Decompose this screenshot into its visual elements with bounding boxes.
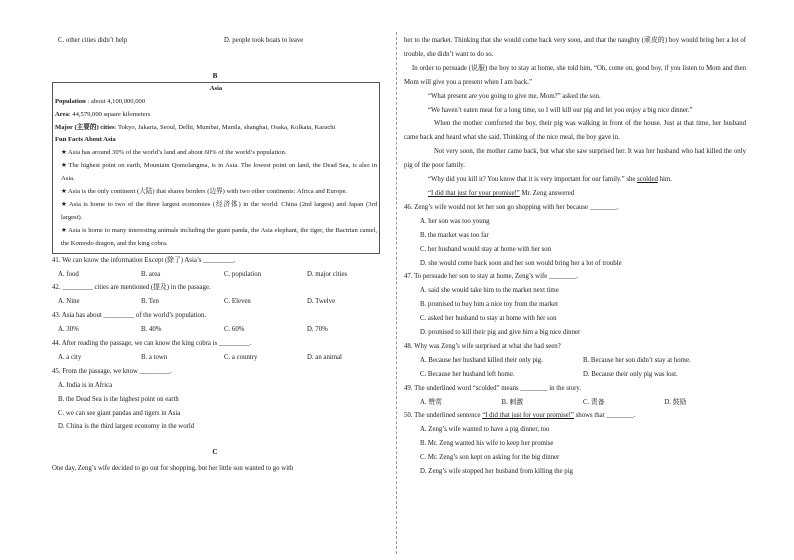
q47-option-b[interactable]: B. promised to buy him a nice toy from the market [420,301,558,309]
q49-option-d[interactable]: D. 鼓励 [664,398,687,406]
q47-option-d[interactable]: D. promised to kill their pig and give him a big nice dinner [420,329,581,337]
section-b-label: B [212,71,218,80]
passage-p6: Not very soon, the mother came back, but what she saw surprised her. It was her husband who had killed the only pig of the poor family. [404,148,746,170]
right-column [404,34,746,479]
q46-option-c[interactable]: C. her husband would stay at home with her son [420,245,552,253]
q50-option-c[interactable]: C. Mr. Zeng’s son kept on asking for the big dinner [420,454,560,462]
q47-option-c[interactable]: C. asked her husband to stay at home with her son [420,315,557,323]
q43-option-d[interactable]: D. 70% [307,326,328,334]
q42-option-a[interactable]: A. Nine [58,298,80,306]
q48-option-c[interactable]: C. Because her husband left home. [420,370,515,378]
q42-option-b[interactable]: B. Ten [141,298,159,306]
q45-option-d[interactable]: D. China is the third largest economy in the world [58,423,195,431]
passage-p4: “We haven’t eaten meat for a long time, so I will kill our pig and let you enjoy a big nice dinner.” [428,106,693,114]
q45-option-b[interactable]: B. the Dead Sea is the highest point on earth [58,395,179,403]
question-49: 49. The underlined word “scolded” means ________ in the story. A. 赞赏 B. 刺激 C. 责备 D. 鼓励 [404,382,746,410]
question-47: 47. To persuade her son to stay at home, Zeng’s wife ________. A. said she would take him to the market next time B. promised to buy him a nice toy from the market C. asked her husband to stay at home with her son D. promised to kill their pig and give him a big nice dinner [404,270,746,340]
q44-option-b[interactable]: B. a town [141,353,168,361]
q50-option-a[interactable]: A. Zeng’s wife wanted to have a pig dinner, too [420,426,550,434]
q49-option-c[interactable]: C. 责备 [583,398,605,406]
q46-option-d[interactable]: D. she would come back soon and her son would bring her a lot of trouble [420,259,622,267]
q45-option-a[interactable]: A. India is in Africa [58,381,113,389]
q44-option-d[interactable]: D. an animal [307,353,342,361]
q49-option-a[interactable]: A. 赞赏 [420,398,442,406]
q49-option-b[interactable]: B. 刺激 [501,398,524,406]
q43-option-c[interactable]: C. 60% [224,326,245,334]
passage-p7: “Why did you kill it? You know that it is very important for our family.” she scolded him. [428,176,672,184]
q40-options-cd [52,34,390,48]
fact-1: ★Asia has around 30% of the world’s land and about 60% of the world’s population. [61,149,287,157]
q41-option-d[interactable]: D. major cities [307,270,348,278]
question-41: 41. We can know the information Except (除了) Asia’s _________. A. food B. area C. population D. major cities [52,254,390,282]
option-c: C. other cities didn’t help [58,37,128,44]
promise-sentence: “I did that just for your promise!” [428,189,520,197]
section-c-first-line: One day, Zeng’s wife decided to go out for shopping, but her little son wanted to go with [52,465,294,473]
section-c-label: C [212,448,218,457]
q41-option-b[interactable]: B. area [141,270,161,278]
q41-option-c[interactable]: C. population [224,270,262,278]
q44-option-a[interactable]: A. a city [58,353,82,361]
question-42: 42. _________ cities are mentioned (提及) in the passage. A. Nine B. Ten C. Eleven D. Twelve [52,281,390,309]
q46-option-a[interactable]: A. her son was too young [420,217,490,225]
fact-4: ★Asia is home to two of the three largest economies (经济体) in the world: China (2nd largest) and Japan (3rd largest). [61,200,378,221]
fact-3: ★Asia is the only continent (大陆) that shares borders (边界) with two other continents: Africa and Europe. [61,188,348,196]
passage-p5: When the mother comforted the boy, their pig was walking in front of the house. Just at that time, her husband came back and heard what she said. Thinking of the nice meal, the boy gave in. [404,120,746,142]
population-row: Population : about 4,100,000,000 [55,97,146,105]
major-cities-row: Major (主要的) cities: Tokyo, Jakarta, Seoul, Delhi, Mumbai, Manila, shanghai, Osaka, Kolkata, Karachi [55,123,336,131]
q48-option-d[interactable]: D. Because their only pig was lost. [583,370,678,378]
fact-2: ★The highest point on earth, Mountain Qomolangma, is in Asia. The lowest point on land, the Dead Sea, is also in Asia. [61,162,377,183]
passage-p3: “What present are you going to give me, Mom?” asked the son. [428,92,601,100]
question-50: 50. The underlined sentence “I did that just for your promise!” shows that ________. A. Zeng’s wife wanted to have a pig dinner, too B. Mr. Zeng wanted his wife to keep her promise C. Mr. Zeng’s son kept on asking for the big dinner D. Zeng’s wife stopped her husband from killing the pig [404,409,746,479]
fact-5: ★Asia is home to many interesting animals including the giant panda, the Asia elephant, the tiger, the Bactrian camel, the Komodo dragon, and the king cobra. [61,226,377,247]
fun-facts-heading: Fun Facts About Asia [55,136,116,144]
question-46: 46. Zeng’s wife would not let her son go shopping with her because ________. A. her son was too young B. the market was too far C. her husband would stay at home with her son D. she would come back soon and her son would bring her a lot of trouble [404,201,746,271]
q46-option-b[interactable]: B. the market was too far [420,231,489,239]
q44-option-c[interactable]: C. a country [224,353,258,361]
passage-p2: In order to persuade (说服) the boy to stay at home, she told him, “Oh, come on, good boy, if you listen to Mom and then Mom will give you a present when I am back.” [404,64,746,86]
scolded-word: scolded [637,176,658,184]
question-48: 48. Why was Zeng’s wife surprised at what she had seen? A. Because her husband killed their only pig. B. Because her son didn’t stay at home. C. Because her husband left home. D. Because their only pig was lost. [404,340,746,382]
column-divider [396,32,397,554]
left-column [52,34,390,476]
q47-option-a[interactable]: A. said she would take him to the market next time [420,287,559,295]
q48-option-a[interactable]: A. Because her husband killed their only pig. [420,356,543,364]
q41-option-a[interactable]: A. food [58,270,79,278]
passage-p1: her to the market. Thinking that she would come back very soon, and that the naughty (顽皮的) boy would bring her a lot of trouble, she didn’t want to do so. [404,37,746,58]
q42-option-c[interactable]: C. Eleven [224,298,251,306]
question-43: 43. Asia has about _________ of the world’s population. A. 30% B. 40% C. 60% D. 70% [52,309,390,337]
passage-p8: “I did that just for your promise!” Mr. Zeng answered [428,189,575,197]
q45-option-c[interactable]: C. we can see giant pandas and tigers in Asia [58,409,181,417]
q42-option-d[interactable]: D. Twelve [307,298,336,306]
area-row: Area: 44,579,000 square kilometers [55,110,151,118]
q50-underlined-sentence: “I did that just for your promise!” [482,412,574,420]
q50-option-d[interactable]: D. Zeng’s wife stopped her husband from killing the pig [420,468,573,476]
q50-option-b[interactable]: B. Mr. Zeng wanted his wife to keep her promise [420,440,554,448]
asia-title: Asia [209,84,223,92]
asia-info-box [52,82,380,254]
q43-option-b[interactable]: B. 40% [141,326,162,334]
q43-option-a[interactable]: A. 30% [58,326,79,334]
question-45: 45. From the passage, we know _________. A. India is in Africa B. the Dead Sea is the highest point on earth C. we can see giant pandas and tigers in Asia D. China is the third largest economy in the world [52,365,390,435]
option-d: D. people took boats to leave [224,37,304,44]
q48-option-b[interactable]: B. Because her son didn’t stay at home. [583,356,691,364]
question-44: 44. After reading the passage, we can know the king cobra is _________. A. a city B. a town C. a country D. an animal [52,337,390,365]
